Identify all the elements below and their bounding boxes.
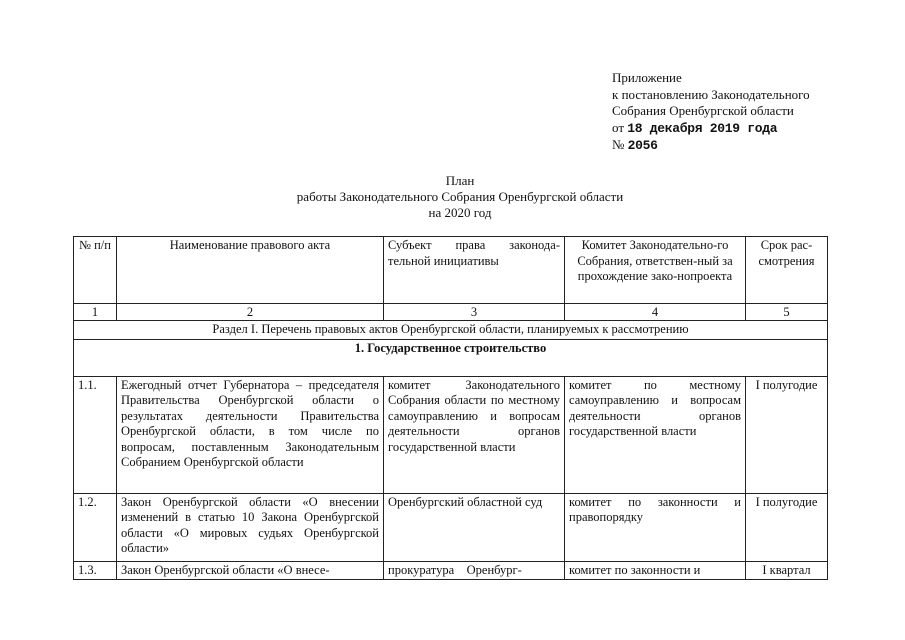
row-number: 1.1. — [74, 376, 117, 493]
annex-line-2: к постановлению Законодательного — [612, 86, 810, 102]
subsection-row — [74, 339, 828, 376]
section-row — [74, 321, 828, 340]
annex-number-prefix: № — [612, 137, 625, 152]
header-committee: Комитет Законодательно-го Собрания, ответствен-ный за прохождение зако-нопроекта — [565, 237, 746, 304]
table-row — [74, 561, 828, 580]
header-initiative-subject: Субъект права законода-тельной инициативы — [384, 237, 565, 304]
row-term: I полугодие — [746, 493, 828, 561]
column-number-row — [74, 304, 828, 321]
annex-date — [612, 120, 810, 138]
title-line-3: на 2020 год — [428, 205, 492, 220]
header-number: № п/п — [74, 237, 117, 304]
row-subject: прокуратура Оренбург- — [384, 561, 565, 580]
column-number: 4 — [565, 304, 746, 321]
row-subject: Оренбургский областной суд — [384, 493, 565, 561]
annex-line-1: Приложение — [612, 70, 682, 85]
annex-date-value: 18 декабря 2019 года — [627, 120, 778, 136]
subsection-title: 1. Государственное строительство — [74, 339, 828, 376]
table-row — [74, 493, 828, 561]
row-act-name: Закон Оренбургской области «О внесении изменений в статью 10 Закона Оренбургской области «О мировых судьях Оренбургской области» — [117, 493, 384, 561]
column-number: 5 — [746, 304, 828, 321]
row-subject: комитет Законодательного Собрания области по местному самоуправлению и вопросам деятельности органов государственной власти — [384, 376, 565, 493]
row-number: 1.3. — [74, 561, 117, 580]
annex-date-prefix: от — [612, 119, 625, 135]
title-line-1: План — [445, 173, 475, 188]
row-committee: комитет по законности и — [565, 561, 746, 580]
annex-block — [612, 70, 810, 155]
table-header-row — [74, 237, 828, 304]
row-committee: комитет по местному самоуправлению и вопросам деятельности органов государственной власти — [565, 376, 746, 493]
row-number: 1.2. — [74, 493, 117, 561]
document-title — [200, 173, 720, 221]
header-act-name: Наименование правового акта — [117, 237, 384, 304]
row-committee: комитет по законности и правопорядку — [565, 493, 746, 561]
section-title: Раздел I. Перечень правовых актов Оренбургской области, планируемых к рассмотрению — [74, 321, 828, 340]
plan-table — [73, 236, 828, 580]
annex-line-3: Собрания Оренбургской области — [612, 103, 794, 118]
column-number: 2 — [117, 304, 384, 321]
row-term: I полугодие — [746, 376, 828, 493]
column-number: 1 — [74, 304, 117, 321]
annex-number-value: 2056 — [627, 138, 658, 153]
header-term: Срок рас-смотрения — [746, 237, 828, 304]
column-number: 3 — [384, 304, 565, 321]
table-row — [74, 376, 828, 493]
row-term: I квартал — [746, 561, 828, 580]
row-act-name: Ежегодный отчет Губернатора – председателя Правительства Оренбургской области о результатах деятельности Правительства Оренбургской области, в том числе по вопросам, поставленным Законодательным Собранием Оренбургской области — [117, 376, 384, 493]
annex-number — [612, 137, 810, 155]
row-act-name: Закон Оренбургской области «О внесе- — [117, 561, 384, 580]
title-line-2: работы Законодательного Собрания Оренбургской области — [296, 189, 624, 204]
